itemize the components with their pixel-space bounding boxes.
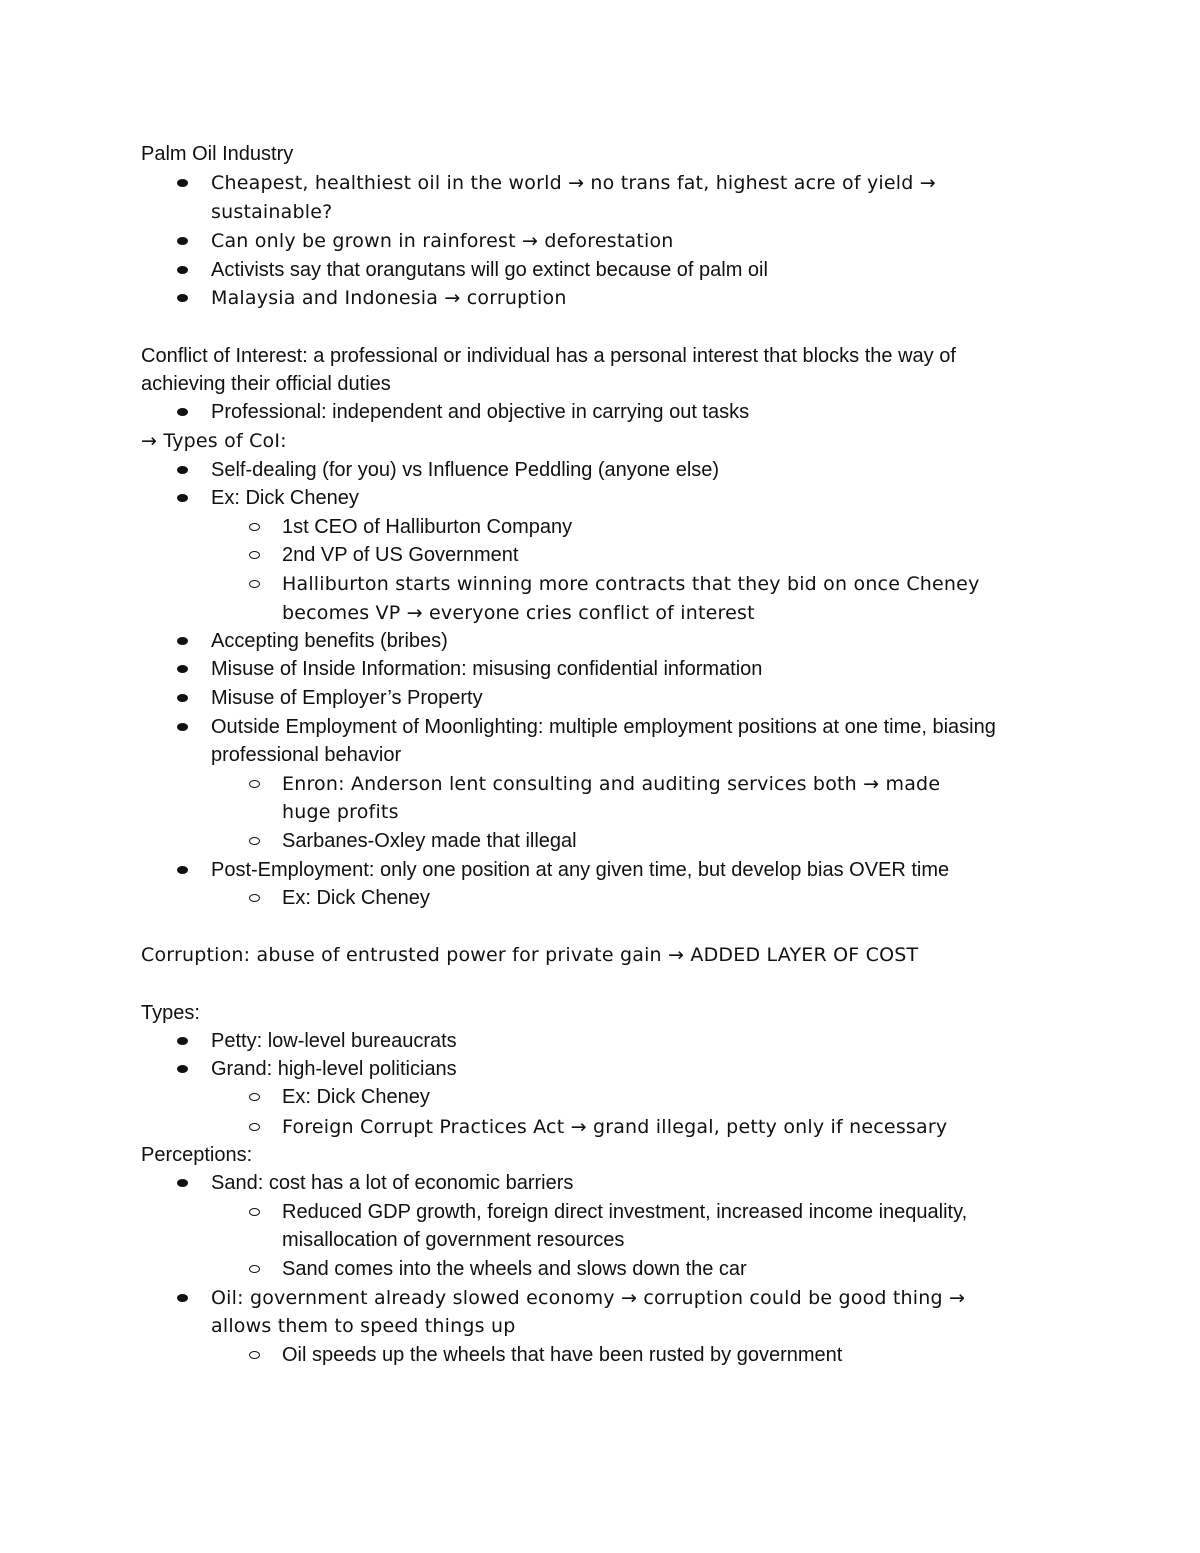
- hollow-bullet-icon: [249, 523, 260, 531]
- hollow-bullet-icon: [249, 580, 260, 588]
- hollow-bullet-icon: [249, 551, 260, 559]
- bullet-icon: [177, 1179, 188, 1187]
- bullet-icon: [177, 665, 188, 673]
- bullet-icon: [177, 723, 188, 731]
- hollow-bullet-icon: [249, 1351, 260, 1359]
- hollow-bullet-icon: [249, 1093, 260, 1101]
- hollow-bullet-icon: [249, 837, 260, 845]
- bullet-icon: [177, 1037, 188, 1045]
- bullet-icon: [177, 694, 188, 702]
- bullet-icon: [177, 266, 188, 274]
- bullet-icon: [177, 637, 188, 645]
- bullet-icon: [177, 294, 188, 302]
- bullet-icon: [177, 866, 188, 874]
- hollow-bullet-icon: [249, 1208, 260, 1216]
- bullet-icon: [177, 1065, 188, 1073]
- bullet-icon: [177, 1294, 188, 1302]
- hollow-bullet-icon: [249, 894, 260, 902]
- hollow-bullet-icon: [249, 780, 260, 788]
- hollow-bullet-icon: [249, 1265, 260, 1273]
- bullet-icon: [177, 494, 188, 502]
- hollow-bullet-icon: [249, 1123, 260, 1131]
- bullet-icon: [177, 237, 188, 245]
- bullet-icon: [177, 179, 188, 187]
- bullet-icon: [177, 408, 188, 416]
- bullet-icon: [177, 466, 188, 474]
